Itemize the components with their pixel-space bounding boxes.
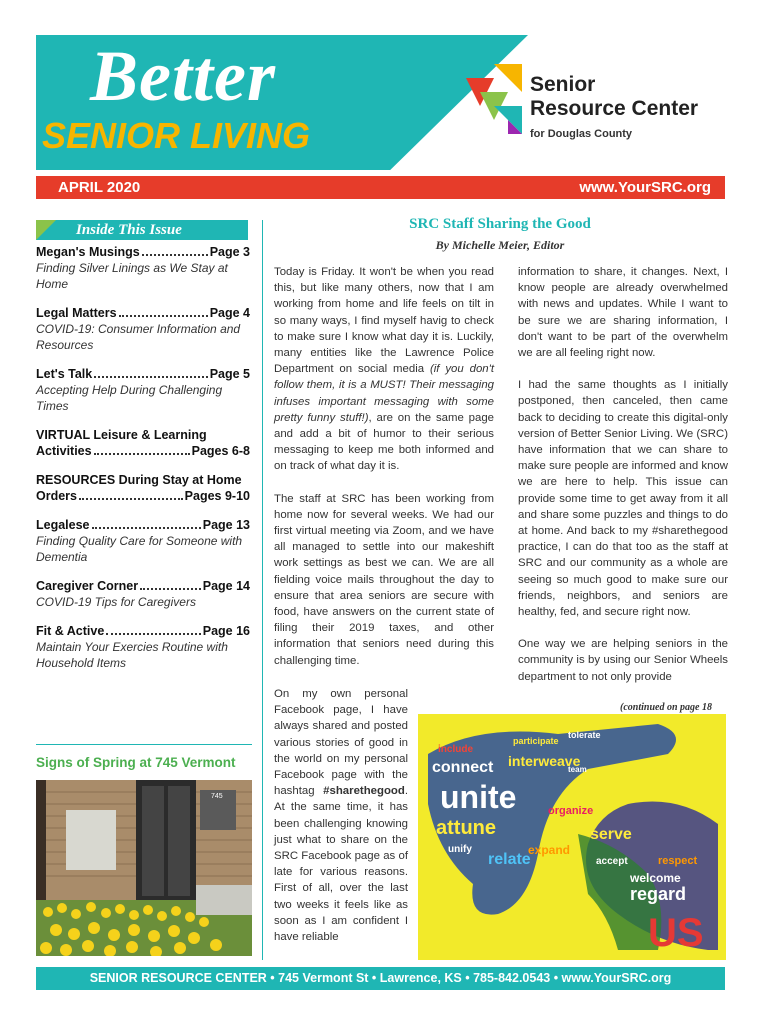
toc-title: Orders bbox=[36, 489, 77, 503]
toc-item[interactable] bbox=[36, 244, 250, 292]
article-title: SRC Staff Sharing the Good bbox=[409, 216, 591, 232]
toc-dots bbox=[92, 517, 201, 529]
wordart-word: expand bbox=[528, 843, 571, 857]
article-column-1-continued bbox=[274, 686, 408, 961]
article-column-1 bbox=[274, 264, 494, 685]
masthead-title-senior-living: SENIOR LIVING bbox=[42, 115, 311, 156]
website-link[interactable]: www.YourSRC.org bbox=[579, 179, 711, 196]
wordart-word: team bbox=[568, 765, 587, 774]
spring-section-rule bbox=[36, 744, 252, 745]
toc-dots bbox=[79, 488, 183, 500]
wordart-word: attune bbox=[436, 817, 496, 839]
toc-item[interactable] bbox=[36, 305, 250, 353]
spring-section-title: Signs of Spring at 745 Vermont bbox=[36, 755, 236, 770]
src-logo-icon bbox=[466, 64, 522, 134]
toc-item[interactable] bbox=[36, 427, 250, 459]
toc-page: Page 14 bbox=[202, 579, 250, 593]
wordart-word: interweave bbox=[508, 753, 581, 769]
wordart-word: accept bbox=[596, 856, 628, 867]
article-paragraph bbox=[274, 686, 408, 945]
footer-bar: SENIOR RESOURCE CENTER • 745 Vermont St • Lawrence, KS • 785-842.0543 • www.YourSRC.org bbox=[36, 967, 725, 990]
wordart-word: regard bbox=[630, 884, 687, 904]
toc-title: Let's Talk bbox=[36, 367, 93, 381]
header-accent bbox=[36, 220, 56, 240]
wordart-word: include bbox=[438, 744, 474, 755]
toc-item[interactable] bbox=[36, 623, 250, 671]
paragraph-text: , are on the same page and add a bit of humor to their serious messaging to keep me both informed and on track of what day it is. bbox=[274, 411, 494, 473]
wordart-word: US bbox=[648, 911, 704, 955]
inside-this-issue-title: Inside This Issue bbox=[76, 222, 182, 238]
toc-description: Finding Quality Care for Someone with Dementia bbox=[36, 534, 243, 564]
wordart-word: participate bbox=[513, 736, 559, 746]
org-name-line2: Resource Center bbox=[530, 97, 699, 120]
toc-page: Page 13 bbox=[202, 518, 250, 532]
wordart-word: unite bbox=[440, 779, 517, 815]
wordart-word: organize bbox=[548, 805, 594, 817]
toc-page: Pages 9-10 bbox=[184, 489, 250, 503]
toc-title-line1: VIRTUAL Leisure & Learning bbox=[36, 428, 207, 442]
wordart-word: serve bbox=[590, 826, 632, 843]
masthead-title-better: Better bbox=[90, 36, 276, 116]
toc-dots bbox=[106, 623, 200, 635]
column-divider bbox=[262, 220, 263, 960]
toc-dots bbox=[119, 305, 208, 317]
toc-item[interactable] bbox=[36, 517, 250, 565]
toc-dots bbox=[140, 578, 201, 590]
toc-description: Finding Silver Linings as We Stay at Home bbox=[36, 261, 228, 291]
paragraph-text: . At the same time, it has been challenging knowing just what to share on the SRC Facebook page as of late for various reasons. First of all, over the last two weeks it feels like as soon as I am confident I have reliable bbox=[274, 785, 408, 944]
toc-page: Page 3 bbox=[209, 245, 250, 259]
toc-title: Legalese bbox=[36, 518, 90, 532]
org-county: for Douglas County bbox=[530, 128, 633, 140]
article-paragraph: The staff at SRC has been working from home now for several weeks. We had our first virtual meeting via Zoom, and we have all managed to settle into our makeshift work settings as best we can. We are all fielding voice mails throughout the day to ensure that area seniors are secure with food, have answers on the current state of filing their 2019 taxes, and other information that seniors need during this challenging time. bbox=[274, 492, 494, 667]
article-paragraph bbox=[274, 264, 494, 475]
toc-description: Maintain Your Exercies Routine with Household Items bbox=[36, 640, 228, 670]
wordart-word: tolerate bbox=[568, 730, 601, 740]
toc-description: Accepting Help During Challenging Times bbox=[36, 383, 223, 413]
article-paragraph: I had the same thoughts as I initially postponed, then canceled, then came back to deciding to create this digital-only version of Better Senior Living. We (SRC) have information that we can share to make sure people are informed and know we are here to help. This issue can provide some time to get away from it all and share some puzzles and things to do at home. And back to my #sharethegood practice, I can do that too as the staff at SRC and our community as a whole are seeing so much good to make sure our friends, neighbors, and seniors are healthy, fed, and secure right now. bbox=[518, 379, 728, 619]
article-paragraph: One way we are helping seniors in the community is by using our Senior Wheels department to not only provide bbox=[518, 638, 728, 683]
wordart-word: unify bbox=[448, 844, 472, 855]
toc-title: Activities bbox=[36, 444, 92, 458]
toc-item[interactable] bbox=[36, 472, 250, 504]
toc-description: COVID-19 Tips for Caregivers bbox=[36, 595, 196, 609]
article-byline: By Michelle Meier, Editor bbox=[435, 238, 565, 252]
toc-dots bbox=[142, 244, 208, 256]
org-name-line1: Senior bbox=[530, 73, 596, 96]
toc-dots bbox=[94, 366, 207, 378]
toc-title-line1: RESOURCES During Stay at Home bbox=[36, 473, 242, 487]
org-name bbox=[530, 73, 698, 121]
wordart-word: relate bbox=[488, 851, 531, 868]
table-of-contents bbox=[36, 244, 250, 684]
toc-title: Legal Matters bbox=[36, 306, 117, 320]
toc-title: Caregiver Corner bbox=[36, 579, 139, 593]
toc-page: Page 4 bbox=[209, 306, 250, 320]
toc-description: COVID-19: Consumer Information and Resources bbox=[36, 322, 241, 352]
toc-page: Page 16 bbox=[202, 624, 250, 638]
toc-dots bbox=[94, 443, 190, 455]
toc-title: Fit & Active bbox=[36, 624, 105, 638]
date-bar bbox=[36, 176, 725, 199]
toc-item[interactable] bbox=[36, 578, 250, 610]
toc-title: Megan's Musings bbox=[36, 245, 140, 259]
address-sign-number: 745 bbox=[211, 793, 223, 800]
paragraph-text: Today is Friday. It won't be when you read this, but like many others, now that I am working from home and life feels on tilt in so many ways, I find myself havig to check to make sure I know what day it is. Luckily, many entities like the Lawrence Police Department on social media bbox=[274, 266, 494, 376]
paragraph-italic-text: (if you don't follow them, it is a MUST! Their messaging infuses important messaging with some pretty funny stuff!) bbox=[274, 363, 494, 424]
continued-note: (continued on page 18 bbox=[620, 702, 712, 713]
toc-item[interactable] bbox=[36, 366, 250, 414]
article-column-2 bbox=[518, 264, 728, 701]
paragraph-text: On my own personal Facebook page, I have always shared and posted various stories of good in the world on my personal Facebook page with the hashtag bbox=[274, 688, 408, 798]
wordart-word: connect bbox=[432, 759, 494, 776]
issue-date: APRIL 2020 bbox=[58, 179, 141, 196]
spring-daffodils-photo bbox=[36, 780, 252, 956]
toc-page: Pages 6-8 bbox=[191, 444, 250, 458]
wordart-word: respect bbox=[658, 855, 698, 867]
hands-word-art-image bbox=[418, 714, 726, 960]
article-paragraph: information to share, it changes. Next, I know people are already overwhelmed with news and updates. While I want to be sure we are sharing information, I don't want to be part of the overwhelm we are all feeling right now. bbox=[518, 266, 728, 360]
wordart-word: welcome bbox=[630, 871, 681, 885]
hashtag-text: #sharethegood bbox=[323, 785, 405, 798]
toc-page: Page 5 bbox=[209, 367, 250, 381]
inside-this-issue-header bbox=[36, 220, 248, 240]
